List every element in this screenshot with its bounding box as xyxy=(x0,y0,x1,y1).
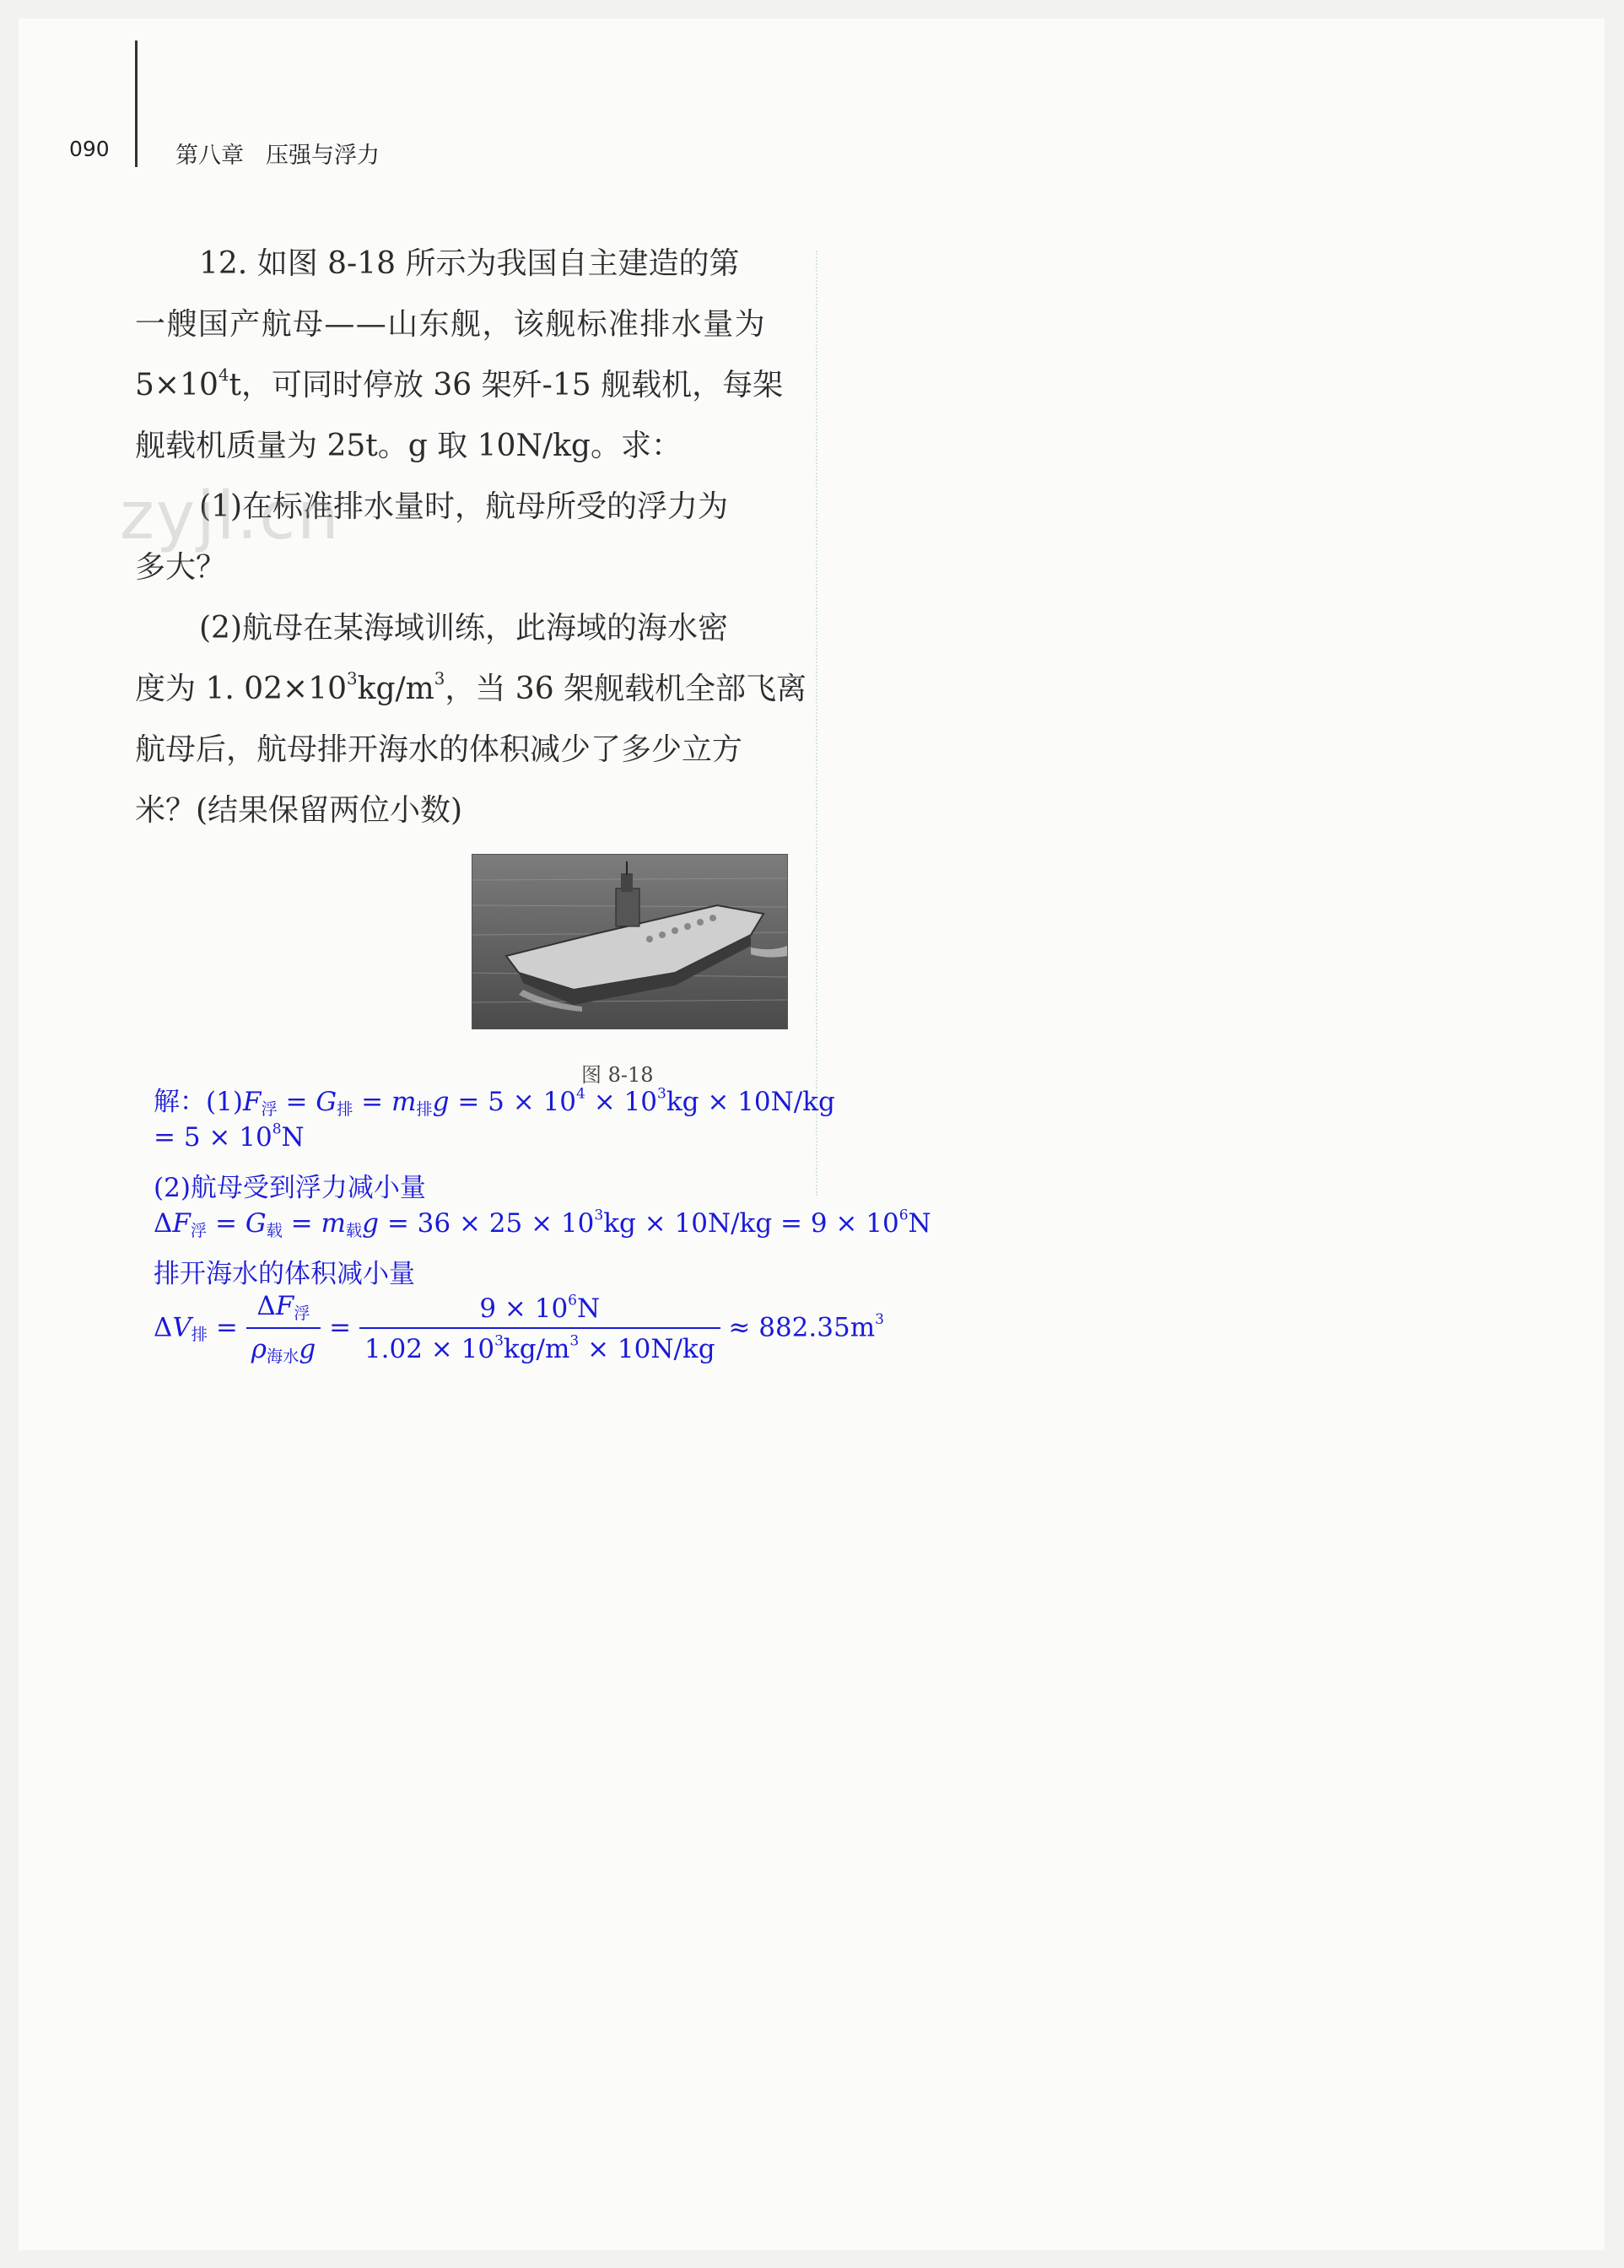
exponent: 3 xyxy=(494,1332,504,1350)
expr: 9 × 10 xyxy=(479,1293,569,1324)
denominator xyxy=(359,1329,720,1364)
var-F: F xyxy=(242,1087,262,1117)
result: ≈ 882.35m xyxy=(728,1312,876,1343)
problem-line: 多大？ xyxy=(135,550,227,585)
solution-line-1 xyxy=(154,1080,835,1120)
expr: = 5 × 10 xyxy=(154,1122,272,1153)
var-rho: ρ xyxy=(251,1333,267,1364)
equals: = xyxy=(277,1087,316,1117)
scan-edge-line xyxy=(816,251,817,1196)
exponent: 8 xyxy=(272,1120,282,1138)
expr: kg/m xyxy=(503,1333,570,1364)
problem-line: 一艘国产航母——山东舰，该舰标准排水量为 xyxy=(135,307,767,342)
expr: kg × 10N/kg = 9 × 10 xyxy=(603,1208,899,1239)
solution-line-5: 排开海水的体积减小量 xyxy=(154,1259,415,1289)
subscript: 排 xyxy=(191,1325,208,1345)
solution-line-3: (2)航母受到浮力减小量 xyxy=(154,1173,426,1203)
unit: N xyxy=(908,1208,931,1239)
subscript: 载 xyxy=(345,1220,363,1240)
exponent: 4 xyxy=(218,365,229,386)
problem-line xyxy=(135,659,807,720)
solution-line-2 xyxy=(154,1122,305,1153)
subscript: 浮 xyxy=(294,1303,310,1323)
subscript: 排 xyxy=(416,1099,433,1119)
expr: = 36 × 25 × 10 xyxy=(378,1208,595,1239)
equals: = xyxy=(329,1312,359,1343)
expr: × 10 xyxy=(585,1087,658,1117)
exponent: 4 xyxy=(576,1085,585,1103)
exponent: 3 xyxy=(875,1310,884,1328)
exponent: 3 xyxy=(569,1332,580,1350)
aircraft-carrier-photo xyxy=(472,854,788,1029)
chapter-heading xyxy=(175,137,380,170)
chapter-title: 压强与浮力 xyxy=(266,143,380,169)
var-F: F xyxy=(172,1208,191,1239)
displacement-value: 5×10 xyxy=(135,368,219,402)
delta: Δ xyxy=(154,1312,173,1343)
expr: = 5 × 10 xyxy=(449,1087,577,1117)
header-rule xyxy=(135,40,138,167)
ship-illustration xyxy=(472,855,787,1029)
problem-line: 12. 如图 8-18 所示为我国自主建造的第 xyxy=(199,246,740,281)
fraction-2 xyxy=(359,1293,720,1364)
equals: = xyxy=(282,1208,321,1239)
solution-line-4 xyxy=(154,1208,931,1241)
var-g: g xyxy=(432,1087,450,1117)
subscript: 载 xyxy=(266,1220,283,1240)
exponent: 6 xyxy=(898,1207,909,1224)
problem-line: 航母后，航母排开海水的体积减少了多少立方 xyxy=(135,732,743,767)
expr: 1.02 × 10 xyxy=(364,1333,495,1364)
unit: N xyxy=(281,1122,305,1153)
unit: kg/m xyxy=(357,672,434,706)
solution-line-6 xyxy=(154,1291,884,1367)
problem-line: (1)在标准排水量时，航母所受的浮力为 xyxy=(199,489,728,524)
var-V: V xyxy=(172,1312,192,1343)
subscript: 海水 xyxy=(266,1346,299,1366)
var-G: G xyxy=(316,1087,337,1117)
exponent: 6 xyxy=(568,1292,578,1310)
subscript: 排 xyxy=(337,1099,353,1119)
problem-line xyxy=(135,355,793,416)
problem-line: 米？(结果保留两位小数) xyxy=(135,793,463,828)
denominator xyxy=(246,1329,321,1367)
problem-line: 舰载机质量为 25t。g 取 10N/kg。求： xyxy=(135,429,682,463)
figure-caption: 图 8-18 xyxy=(581,1063,654,1087)
exponent: 3 xyxy=(594,1207,604,1224)
problem-line-rest: ，当 36 架舰载机全部飞离 xyxy=(445,672,807,706)
exponent: 3 xyxy=(434,669,445,689)
delta: Δ xyxy=(154,1208,173,1239)
var-F: F xyxy=(275,1291,294,1321)
exponent: 3 xyxy=(347,669,358,689)
var-m: m xyxy=(321,1208,346,1239)
numerator xyxy=(246,1291,321,1329)
expr: × 10N/kg xyxy=(579,1333,715,1364)
watermark: zyjl.cn xyxy=(120,478,341,554)
numerator xyxy=(359,1293,720,1329)
unit: t xyxy=(229,368,241,402)
fraction-1 xyxy=(246,1291,321,1367)
problem-line-rest: ，可同时停放 36 架歼-15 舰载机，每架 xyxy=(240,368,784,402)
unit: N xyxy=(577,1293,601,1324)
page xyxy=(19,19,1605,2250)
page-number: 090 xyxy=(69,137,110,161)
equals: = xyxy=(353,1087,392,1117)
equals: = xyxy=(208,1312,246,1343)
density-value: 度为 1. 02×10 xyxy=(135,672,348,706)
problem-line: (2)航母在某海域训练，此海域的海水密 xyxy=(199,611,728,645)
expr: kg × 10N/kg xyxy=(666,1087,835,1117)
subscript: 浮 xyxy=(261,1099,278,1119)
var-g: g xyxy=(299,1333,316,1364)
chapter-label: 第八章 xyxy=(175,143,244,169)
delta: Δ xyxy=(256,1291,276,1321)
var-m: m xyxy=(391,1087,417,1117)
exponent: 3 xyxy=(657,1085,666,1103)
solution-lead: 解：(1) xyxy=(154,1087,243,1117)
var-G: G xyxy=(245,1208,267,1239)
equals: = xyxy=(207,1208,245,1239)
var-g: g xyxy=(362,1208,379,1239)
subscript: 浮 xyxy=(190,1220,208,1240)
